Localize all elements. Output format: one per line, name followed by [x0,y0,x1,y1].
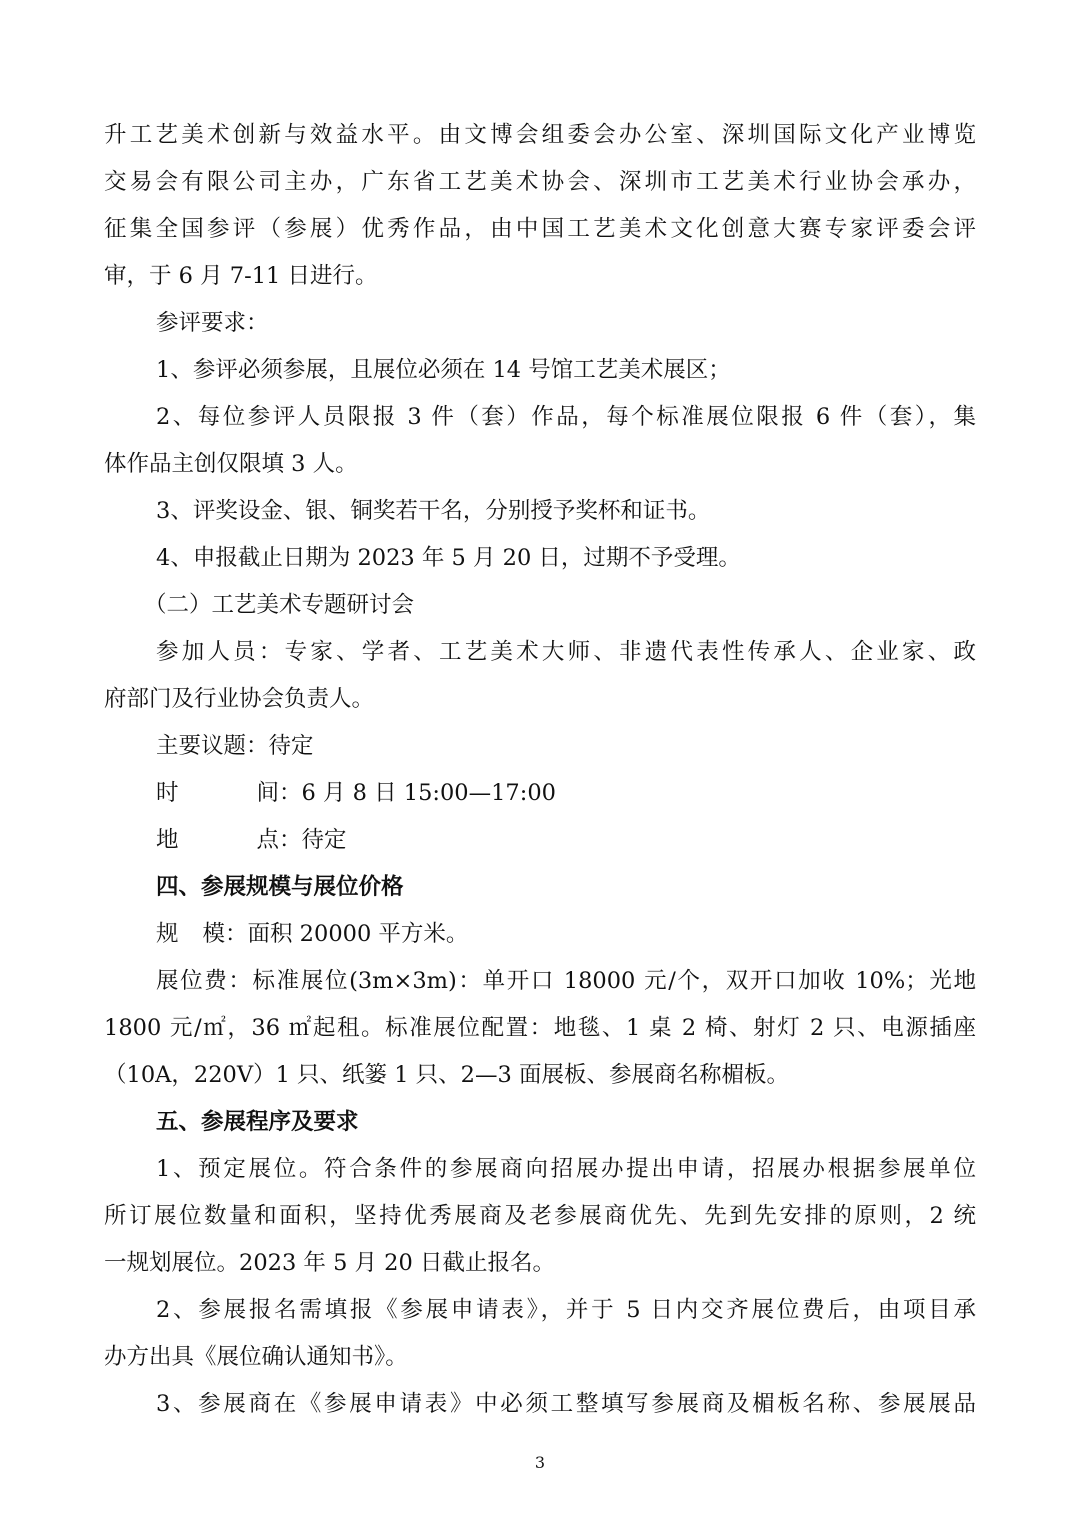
time-label-second: 间： [256,780,302,806]
list-item: 2、每位参评人员限报 3 件（套）作品，每个标准展位限报 6 件（套），集 [156,404,976,430]
list-item: 1、参评必须参展，且展位必须在 14 号馆工艺美术展区； [156,357,731,383]
time-label-first: 时 [156,780,179,806]
scale-label-first: 规 [156,921,179,947]
list-item: 4、申报截止日期为 2023 年 5 月 20 日，过期不予受理。 [156,545,741,571]
place-row [104,817,976,864]
scale-value: 面积 20000 平方米。 [247,921,469,947]
place-value: 待定 [301,827,347,853]
paragraph-line: 办方出具《展位确认通知书》。 [104,1344,408,1370]
paragraph-line: 3、参展商在《参展申请表》中必须工整填写参展商及楣板名称、参展展品 [156,1391,976,1417]
paragraph-line: 1、预定展位。符合条件的参展商向招展办提出申请，招展办根据参展单位 [156,1156,976,1182]
section-label: 参评要求： [156,310,269,336]
paragraph-line: （10A，220V）1 只、纸篓 1 只、2—3 面展板、参展商名称楣板。 [104,1062,789,1088]
paragraph-line: 府部门及行业协会负责人。 [104,686,375,712]
scale-label-second: 模： [202,921,248,947]
list-item: 3、评奖设金、银、铜奖若干名，分别授予奖杯和证书。 [156,498,711,524]
subsection-heading: （二）工艺美术专题研讨会 [144,592,415,618]
paragraph-line: 展位费：标准展位(3m×3m)：单开口 18000 元/个，双开口加收 10%；光地 [156,968,976,994]
paragraph-line: 升工艺美术创新与效益水平。由文博会组委会办公室、深圳国际文化产业博览 [104,122,976,148]
time-value: 6 月 8 日 15:00—17:00 [301,780,556,806]
document-body [104,112,976,1428]
place-label-first: 地 [156,827,179,853]
section-heading: 四、参展规模与展位价格 [156,874,404,900]
paragraph-line: 征集全国参评（参展）优秀作品，由中国工艺美术文化创意大赛专家评委会评 [104,216,976,242]
section-heading: 五、参展程序及要求 [156,1109,359,1135]
scale-row [104,911,976,958]
place-label-second: 点： [256,827,302,853]
paragraph-line: 一规划展位。2023 年 5 月 20 日截止报名。 [104,1250,555,1276]
paragraph-line: 所订展位数量和面积，坚持优秀展商及老参展商优先、先到先安排的原则，2 统 [104,1203,976,1229]
time-row [104,770,976,817]
paragraph-line: 1800 元/㎡，36 ㎡起租。标准展位配置：地毯、1 桌 2 椅、射灯 2 只、电源插座 [104,1015,976,1041]
paragraph-line: 审，于 6 月 7-11 日进行。 [104,263,378,289]
paragraph-line: 2、参展报名需填报《参展申请表》，并于 5 日内交齐展位费后，由项目承 [156,1297,976,1323]
page-number: 3 [534,1453,546,1472]
paragraph-line: 交易会有限公司主办，广东省工艺美术协会、深圳市工艺美术行业协会承办， [104,169,976,195]
topic-row: 主要议题：待定 [156,733,314,759]
paragraph-line: 参加人员：专家、学者、工艺美术大师、非遗代表性传承人、企业家、政 [156,639,976,665]
list-item-continuation: 体作品主创仅限填 3 人。 [104,451,358,477]
